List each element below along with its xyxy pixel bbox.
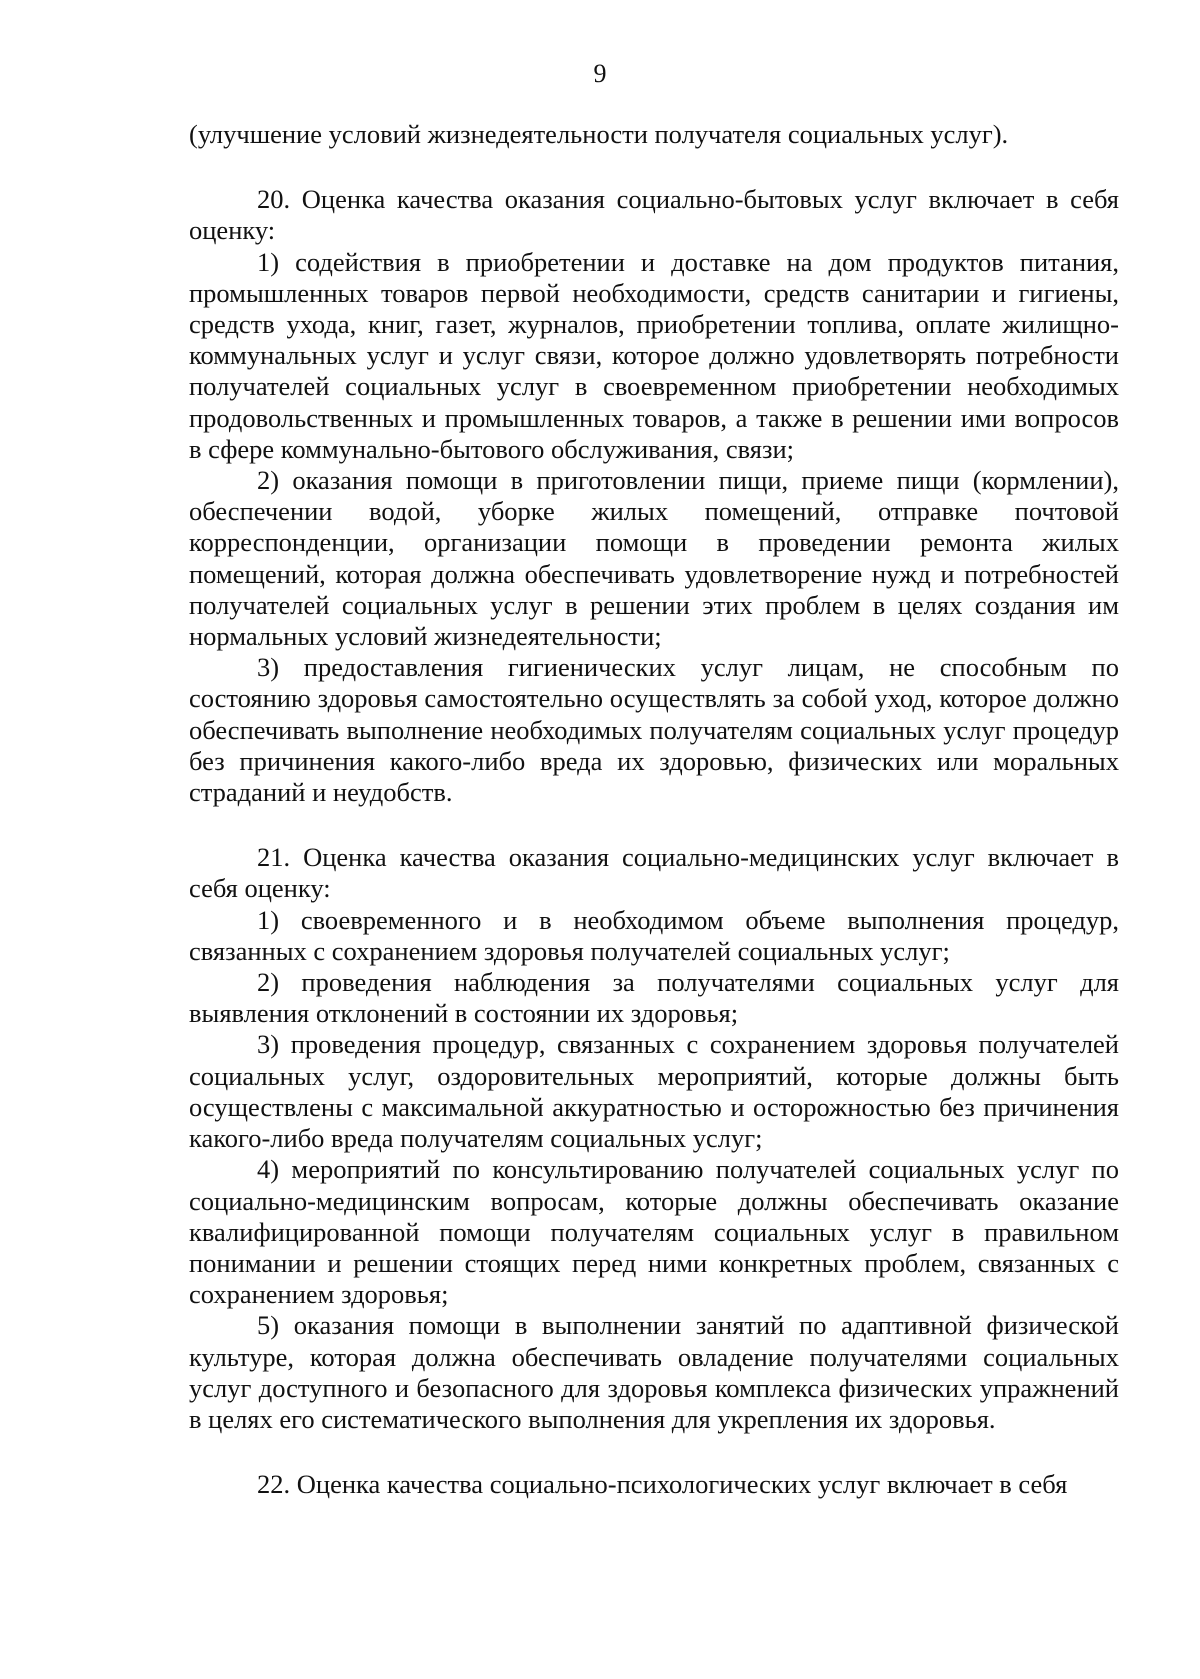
section-21-item-4: 4) мероприятий по консультированию получателей социальных услуг по социально-медицинским вопросам, которые должны обеспечивать оказание квалифицированной помощи получателям социальных услуг в правильном понимании и решении стоящих перед ними конкретных проблем, связанных с сохранением здоровья; [189,1154,1119,1310]
section-22-heading: 22. Оценка качества социально-психологических услуг включает в себя [257,1469,1068,1500]
section-20-heading: 20. Оценка качества оказания социально-бытовых услуг включает в себя оценку: [189,184,1119,246]
section-20-item-1: 1) содействия в приобретении и доставке на дом продуктов питания, промышленных товаров первой необходимости, средств санитарии и гигиены, средств ухода, книг, газет, журналов, приобретении топлива, оплате жилищно-коммунальных услуг и услуг связи, которое должно удовлетворять потребности получателей социальных услуг в своевременном приобретении необходимых продовольственных и промышленных товаров, а также в решении ими вопросов в сфере коммунально-бытового обслуживания, связи; [189,246,1119,464]
section-21-heading: 21. Оценка качества оказания социально-медицинских услуг включает в себя оценку: [189,842,1119,904]
page-number: 9 [593,59,607,88]
section-21-item-2: 2) проведения наблюдения за получателями социальных услуг для выявления отклонений в состоянии их здоровья; [189,967,1119,1029]
document-body [189,119,1119,1500]
section-20-item-2: 2) оказания помощи в приготовлении пищи, приеме пищи (кормлении), обеспечении водой, уборке жилых помещений, отправке почтовой корреспонденции, организации помощи в проведении ремонта жилых помещений, которая должна обеспечивать удовлетворение нужд и потребностей получателей социальных услуг в решении этих проблем в целях создания им нормальных условий жизнедеятельности; [189,465,1119,652]
section-21-item-5: 5) оказания помощи в выполнении занятий по адаптивной физической культуре, которая должна обеспечивать овладение получателями социальных услуг доступного и безопасного для здоровья комплекса физических упражнений в целях его систематического выполнения для укрепления их здоровья. [189,1310,1119,1434]
intro-line: (улучшение условий жизнедеятельности получателя социальных услуг). [189,119,1009,149]
section-21-item-1: 1) своевременного и в необходимом объеме выполнения процедур, связанных с сохранением здоровья получателей социальных услуг; [189,904,1119,966]
section-20-item-3: 3) предоставления гигиенических услуг лицам, не способным по состоянию здоровья самостоятельно осуществлять за собой уход, которое должно обеспечивать выполнение необходимых получателям социальных услуг процедур без причинения какого-либо вреда их здоровью, физических или моральных страданий и неудобств. [189,652,1119,808]
section-21-item-3: 3) проведения процедур, связанных с сохранением здоровья получателей социальных услуг, оздоровительных мероприятий, которые должны быть осуществлены с максимальной аккуратностью и осторожностью без причинения какого-либо вреда получателям социальных услуг; [189,1029,1119,1154]
